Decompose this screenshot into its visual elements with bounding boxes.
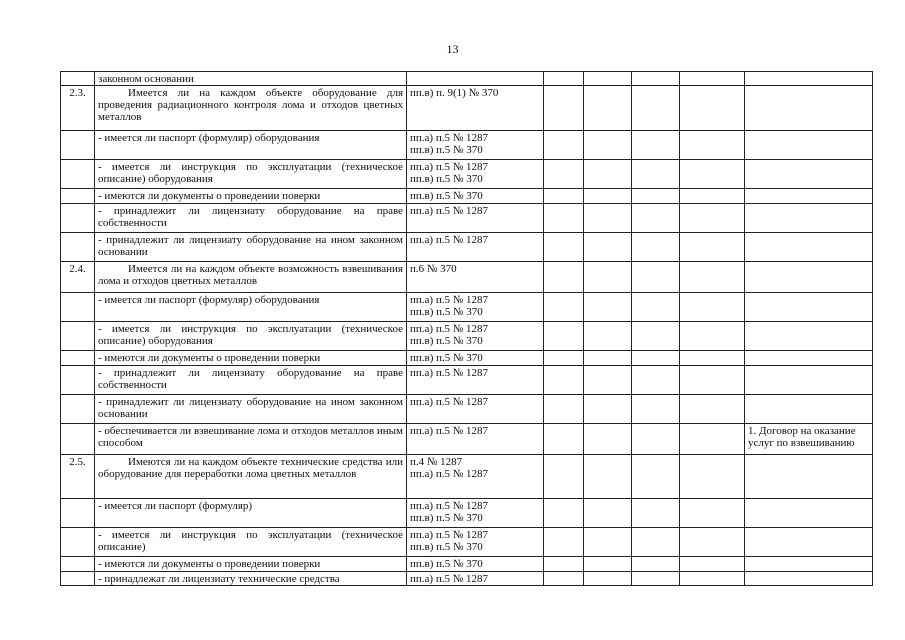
checklist-table-body bbox=[61, 72, 873, 586]
empty-answer-cell bbox=[584, 160, 632, 189]
question-cell: Имеются ли на каждом объекте технические средства или оборудование для переработки лома цветных металлов bbox=[95, 455, 407, 499]
note-cell bbox=[745, 86, 873, 131]
legal-reference: пп.а) п.5 № 1287 bbox=[410, 425, 488, 437]
question-cell: - принадлежит ли лицензиату оборудование на праве собственности bbox=[95, 366, 407, 395]
table-row bbox=[61, 131, 873, 160]
empty-answer-cell bbox=[632, 86, 680, 131]
table-row bbox=[61, 189, 873, 204]
empty-answer-cell bbox=[680, 293, 745, 322]
empty-answer-cell bbox=[544, 499, 584, 528]
legal-reference: пп.а) п.5 № 1287 bbox=[410, 132, 488, 144]
empty-answer-cell bbox=[632, 160, 680, 189]
legal-reference: пп.а) п.5 № 1287 bbox=[410, 161, 488, 173]
empty-answer-cell bbox=[584, 262, 632, 293]
table-row bbox=[61, 293, 873, 322]
empty-answer-cell bbox=[680, 204, 745, 233]
empty-answer-cell bbox=[632, 366, 680, 395]
item-number-cell bbox=[61, 557, 95, 572]
legal-reference-cell bbox=[407, 395, 544, 424]
checklist-table bbox=[60, 71, 873, 586]
legal-reference-cell bbox=[407, 131, 544, 160]
question-cell: - имеются ли документы о проведении поверки bbox=[95, 189, 407, 204]
empty-answer-cell bbox=[584, 351, 632, 366]
legal-reference-cell bbox=[407, 322, 544, 351]
legal-reference-cell bbox=[407, 204, 544, 233]
legal-reference-cell bbox=[407, 160, 544, 189]
question-cell: - имеется ли инструкция по эксплуатации (техническое описание) bbox=[95, 528, 407, 557]
table-row bbox=[61, 233, 873, 262]
note-cell: 1. Договор на оказание услуг по взвешиванию bbox=[745, 424, 873, 455]
legal-reference: пп.в) п.5 № 370 bbox=[410, 558, 483, 570]
question-cell: - имеется ли инструкция по эксплуатации (техническое описание) оборудования bbox=[95, 322, 407, 351]
item-number-cell bbox=[61, 322, 95, 351]
item-number-cell bbox=[61, 572, 95, 586]
item-number-cell bbox=[61, 366, 95, 395]
table-row bbox=[61, 160, 873, 189]
legal-reference-cell bbox=[407, 424, 544, 455]
empty-answer-cell bbox=[544, 293, 584, 322]
table-row bbox=[61, 557, 873, 572]
note-cell bbox=[745, 455, 873, 499]
question-cell: - принадлежит ли лицензиату оборудование на ином законном основании bbox=[95, 395, 407, 424]
note-cell bbox=[745, 233, 873, 262]
note-cell bbox=[745, 366, 873, 395]
empty-answer-cell bbox=[584, 395, 632, 424]
note-cell bbox=[745, 499, 873, 528]
legal-reference-cell bbox=[407, 572, 544, 586]
table-row bbox=[61, 424, 873, 455]
legal-reference: пп.а) п.5 № 1287 bbox=[410, 234, 488, 246]
table-row bbox=[61, 395, 873, 424]
empty-answer-cell bbox=[632, 233, 680, 262]
empty-answer-cell bbox=[584, 131, 632, 160]
empty-answer-cell bbox=[632, 499, 680, 528]
item-number-cell bbox=[61, 160, 95, 189]
empty-answer-cell bbox=[544, 395, 584, 424]
table-row bbox=[61, 322, 873, 351]
empty-answer-cell bbox=[632, 72, 680, 86]
empty-answer-cell bbox=[584, 86, 632, 131]
legal-reference: пп.в) п.5 № 370 bbox=[410, 190, 483, 202]
empty-answer-cell bbox=[632, 262, 680, 293]
legal-reference: пп.в) п.5 № 370 bbox=[410, 541, 483, 553]
item-number-cell bbox=[61, 233, 95, 262]
empty-answer-cell bbox=[544, 233, 584, 262]
empty-answer-cell bbox=[680, 233, 745, 262]
legal-reference-cell bbox=[407, 499, 544, 528]
empty-answer-cell bbox=[584, 572, 632, 586]
legal-reference: пп.а) п.5 № 1287 bbox=[410, 468, 488, 480]
page-number: 13 bbox=[446, 42, 459, 56]
note-cell bbox=[745, 322, 873, 351]
empty-answer-cell bbox=[584, 293, 632, 322]
legal-reference-cell bbox=[407, 455, 544, 499]
empty-answer-cell bbox=[544, 528, 584, 557]
table-row bbox=[61, 499, 873, 528]
empty-answer-cell bbox=[680, 322, 745, 351]
empty-answer-cell bbox=[584, 528, 632, 557]
question-cell: Имеется ли на каждом объекте возможность взвешивания лома и отходов цветных металлов bbox=[95, 262, 407, 293]
empty-answer-cell bbox=[632, 322, 680, 351]
empty-answer-cell bbox=[632, 424, 680, 455]
question-cell: - имеется ли паспорт (формуляр) оборудования bbox=[95, 293, 407, 322]
empty-answer-cell bbox=[680, 455, 745, 499]
note-cell bbox=[745, 262, 873, 293]
note-cell bbox=[745, 351, 873, 366]
empty-answer-cell bbox=[584, 366, 632, 395]
empty-answer-cell bbox=[632, 455, 680, 499]
table-row bbox=[61, 572, 873, 586]
note-cell bbox=[745, 204, 873, 233]
question-cell: - имеются ли документы о проведении поверки bbox=[95, 557, 407, 572]
table-row bbox=[61, 86, 873, 131]
legal-reference: пп.в) п.5 № 370 bbox=[410, 512, 483, 524]
empty-answer-cell bbox=[680, 86, 745, 131]
item-number-cell bbox=[61, 351, 95, 366]
empty-answer-cell bbox=[632, 351, 680, 366]
legal-reference: п.4 № 1287 bbox=[410, 456, 463, 468]
empty-answer-cell bbox=[544, 72, 584, 86]
empty-answer-cell bbox=[544, 424, 584, 455]
question-cell: законном основании bbox=[95, 72, 407, 86]
note-cell bbox=[745, 72, 873, 86]
empty-answer-cell bbox=[680, 395, 745, 424]
legal-reference: пп.в) п.5 № 370 bbox=[410, 306, 483, 318]
empty-answer-cell bbox=[544, 322, 584, 351]
legal-reference-cell bbox=[407, 262, 544, 293]
legal-reference: пп.а) п.5 № 1287 bbox=[410, 529, 488, 541]
empty-answer-cell bbox=[544, 131, 584, 160]
question-cell: - обеспечивается ли взвешивание лома и отходов металлов иным способом bbox=[95, 424, 407, 455]
empty-answer-cell bbox=[680, 351, 745, 366]
legal-reference-cell bbox=[407, 293, 544, 322]
empty-answer-cell bbox=[680, 572, 745, 586]
table-row bbox=[61, 455, 873, 499]
empty-answer-cell bbox=[632, 189, 680, 204]
empty-answer-cell bbox=[544, 86, 584, 131]
question-cell: - принадлежит ли лицензиату оборудование на праве собственности bbox=[95, 204, 407, 233]
question-cell: - имеется ли паспорт (формуляр) bbox=[95, 499, 407, 528]
legal-reference-cell bbox=[407, 557, 544, 572]
note-cell bbox=[745, 160, 873, 189]
item-number-cell bbox=[61, 395, 95, 424]
empty-answer-cell bbox=[632, 557, 680, 572]
empty-answer-cell bbox=[680, 262, 745, 293]
empty-answer-cell bbox=[544, 572, 584, 586]
legal-reference: пп.а) п.5 № 1287 bbox=[410, 294, 488, 306]
legal-reference: п.6 № 370 bbox=[410, 263, 457, 275]
note-cell bbox=[745, 189, 873, 204]
item-number-cell bbox=[61, 528, 95, 557]
legal-reference: пп.в) п.5 № 370 bbox=[410, 144, 483, 156]
empty-answer-cell bbox=[680, 160, 745, 189]
empty-answer-cell bbox=[584, 424, 632, 455]
question-cell: - имеется ли инструкция по эксплуатации (техническое описание) оборудования bbox=[95, 160, 407, 189]
table-row bbox=[61, 262, 873, 293]
legal-reference: пп.а) п.5 № 1287 bbox=[410, 396, 488, 408]
question-cell: - принадлежит ли лицензиату оборудование на ином законном основании bbox=[95, 233, 407, 262]
empty-answer-cell bbox=[632, 528, 680, 557]
item-number-cell: 2.5. bbox=[61, 455, 95, 499]
question-cell: - имеются ли документы о проведении поверки bbox=[95, 351, 407, 366]
item-number-cell bbox=[61, 293, 95, 322]
item-number-cell bbox=[61, 204, 95, 233]
empty-answer-cell bbox=[584, 499, 632, 528]
legal-reference: пп.а) п.5 № 1287 bbox=[410, 573, 488, 585]
table-row bbox=[61, 204, 873, 233]
legal-reference: пп.в) п. 9(1) № 370 bbox=[410, 87, 499, 99]
table-row bbox=[61, 72, 873, 86]
legal-reference: пп.в) п.5 № 370 bbox=[410, 335, 483, 347]
empty-answer-cell bbox=[584, 557, 632, 572]
item-number-cell: 2.4. bbox=[61, 262, 95, 293]
empty-answer-cell bbox=[584, 72, 632, 86]
empty-answer-cell bbox=[544, 189, 584, 204]
question-cell: - принадлежат ли лицензиату технические средства bbox=[95, 572, 407, 586]
empty-answer-cell bbox=[680, 499, 745, 528]
legal-reference-cell bbox=[407, 351, 544, 366]
table-row bbox=[61, 366, 873, 395]
question-cell: - имеется ли паспорт (формуляр) оборудования bbox=[95, 131, 407, 160]
empty-answer-cell bbox=[632, 204, 680, 233]
table-row bbox=[61, 351, 873, 366]
empty-answer-cell bbox=[544, 455, 584, 499]
empty-answer-cell bbox=[680, 72, 745, 86]
empty-answer-cell bbox=[544, 351, 584, 366]
empty-answer-cell bbox=[680, 424, 745, 455]
legal-reference-cell bbox=[407, 366, 544, 395]
legal-reference: пп.а) п.5 № 1287 bbox=[410, 367, 488, 379]
legal-reference-cell bbox=[407, 233, 544, 262]
question-cell: Имеется ли на каждом объекте оборудование для проведения радиационного контроля лома и отходов цветных металлов bbox=[95, 86, 407, 131]
legal-reference-cell bbox=[407, 86, 544, 131]
item-number-cell: 2.3. bbox=[61, 86, 95, 131]
legal-reference-cell bbox=[407, 528, 544, 557]
empty-answer-cell bbox=[544, 557, 584, 572]
empty-answer-cell bbox=[632, 572, 680, 586]
note-cell bbox=[745, 557, 873, 572]
empty-answer-cell bbox=[584, 322, 632, 351]
empty-answer-cell bbox=[680, 528, 745, 557]
empty-answer-cell bbox=[544, 204, 584, 233]
empty-answer-cell bbox=[544, 262, 584, 293]
note-cell bbox=[745, 395, 873, 424]
legal-reference-cell bbox=[407, 72, 544, 86]
note-cell bbox=[745, 293, 873, 322]
item-number-cell bbox=[61, 72, 95, 86]
empty-answer-cell bbox=[544, 366, 584, 395]
empty-answer-cell bbox=[632, 395, 680, 424]
empty-answer-cell bbox=[680, 366, 745, 395]
empty-answer-cell bbox=[680, 189, 745, 204]
legal-reference: пп.а) п.5 № 1287 bbox=[410, 500, 488, 512]
note-cell bbox=[745, 131, 873, 160]
table-row bbox=[61, 528, 873, 557]
legal-reference: пп.а) п.5 № 1287 bbox=[410, 205, 488, 217]
empty-answer-cell bbox=[584, 189, 632, 204]
empty-answer-cell bbox=[584, 455, 632, 499]
empty-answer-cell bbox=[680, 131, 745, 160]
empty-answer-cell bbox=[544, 160, 584, 189]
legal-reference: пп.в) п.5 № 370 bbox=[410, 173, 483, 185]
legal-reference-cell bbox=[407, 189, 544, 204]
empty-answer-cell bbox=[584, 204, 632, 233]
item-number-cell bbox=[61, 499, 95, 528]
item-number-cell bbox=[61, 424, 95, 455]
empty-answer-cell bbox=[680, 557, 745, 572]
legal-reference: пп.в) п.5 № 370 bbox=[410, 352, 483, 364]
note-cell bbox=[745, 528, 873, 557]
note-cell bbox=[745, 572, 873, 586]
empty-answer-cell bbox=[632, 293, 680, 322]
empty-answer-cell bbox=[632, 131, 680, 160]
item-number-cell bbox=[61, 189, 95, 204]
legal-reference: пп.а) п.5 № 1287 bbox=[410, 323, 488, 335]
empty-answer-cell bbox=[584, 233, 632, 262]
item-number-cell bbox=[61, 131, 95, 160]
